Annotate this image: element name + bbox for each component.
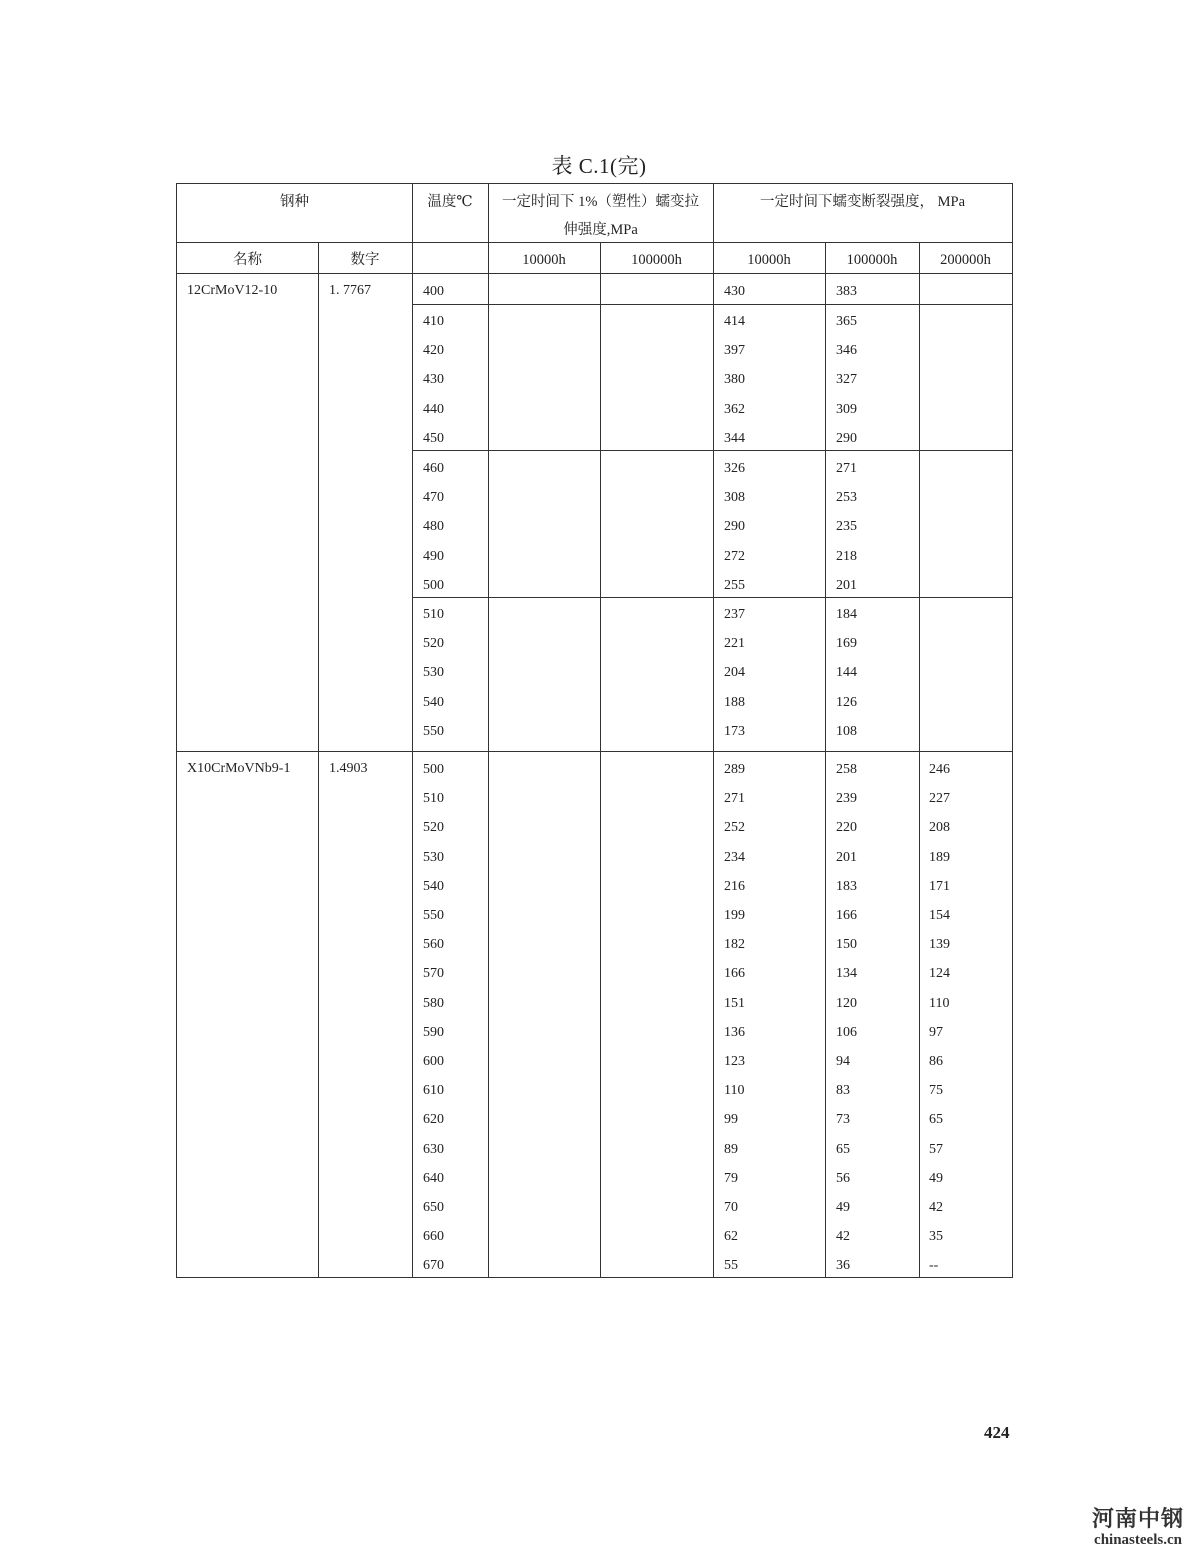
temperature-cell: 630 bbox=[423, 1142, 444, 1157]
rupture-100000h-cell: 150 bbox=[836, 937, 857, 952]
header-steel: 钢种 bbox=[280, 194, 309, 210]
rupture-10000h-cell: 182 bbox=[724, 937, 745, 952]
header-name: 名称 bbox=[233, 252, 262, 268]
rupture-100000h-cell: 290 bbox=[836, 431, 857, 446]
rupture-100000h-cell: 83 bbox=[836, 1083, 850, 1098]
rupture-200000h-cell: 97 bbox=[929, 1025, 943, 1040]
temperature-cell: 550 bbox=[423, 724, 444, 739]
rupture-100000h-cell: 309 bbox=[836, 402, 857, 417]
temperature-cell: 600 bbox=[423, 1054, 444, 1069]
rupture-100000h-cell: 383 bbox=[836, 284, 857, 299]
rupture-10000h-cell: 430 bbox=[724, 284, 745, 299]
temperature-cell: 420 bbox=[423, 343, 444, 358]
rupture-10000h-cell: 110 bbox=[724, 1083, 745, 1098]
header-rupture-10000h: 10000h bbox=[747, 252, 791, 268]
rupture-100000h-cell: 271 bbox=[836, 461, 857, 476]
temperature-cell: 400 bbox=[423, 284, 444, 299]
rupture-200000h-cell: 246 bbox=[929, 762, 950, 777]
rupture-100000h-cell: 201 bbox=[836, 578, 857, 593]
rupture-200000h-cell: 139 bbox=[929, 937, 950, 952]
temperature-cell: 540 bbox=[423, 695, 444, 710]
watermark-cn: 河南中钢 bbox=[1091, 1507, 1184, 1532]
rupture-100000h-cell: 126 bbox=[836, 695, 857, 710]
creep-strength-table bbox=[176, 183, 1013, 1278]
temperature-cell: 670 bbox=[423, 1258, 444, 1273]
temperature-cell: 550 bbox=[423, 908, 444, 923]
rupture-100000h-cell: 65 bbox=[836, 1142, 850, 1157]
rupture-100000h-cell: 253 bbox=[836, 490, 857, 505]
rupture-10000h-cell: 79 bbox=[724, 1171, 738, 1186]
temperature-cell: 490 bbox=[423, 549, 444, 564]
rupture-10000h-cell: 308 bbox=[724, 490, 745, 505]
rupture-100000h-cell: 218 bbox=[836, 549, 857, 564]
rupture-200000h-cell: 124 bbox=[929, 966, 950, 981]
rupture-100000h-cell: 184 bbox=[836, 607, 857, 622]
rupture-200000h-cell: 42 bbox=[929, 1200, 943, 1215]
rupture-100000h-cell: 73 bbox=[836, 1112, 850, 1127]
header-creep-strength-line2: 伸强度,MPa bbox=[563, 222, 638, 238]
rupture-100000h-cell: 144 bbox=[836, 665, 857, 680]
rupture-200000h-cell: 35 bbox=[929, 1229, 943, 1244]
rupture-10000h-cell: 271 bbox=[724, 791, 745, 806]
temperature-cell: 660 bbox=[423, 1229, 444, 1244]
rupture-200000h-cell: 57 bbox=[929, 1142, 943, 1157]
rupture-10000h-cell: 99 bbox=[724, 1112, 738, 1127]
page-number: 424 bbox=[984, 1423, 1010, 1442]
header-creep-10000h: 10000h bbox=[522, 252, 566, 268]
temperature-cell: 530 bbox=[423, 850, 444, 865]
temperature-cell: 480 bbox=[423, 519, 444, 534]
rupture-100000h-cell: 235 bbox=[836, 519, 857, 534]
rupture-10000h-cell: 326 bbox=[724, 461, 745, 476]
rupture-10000h-cell: 173 bbox=[724, 724, 745, 739]
header-creep-strength-line1: 一定时间下 1%（塑性）蠕变拉 bbox=[502, 194, 699, 210]
temperature-cell: 460 bbox=[423, 461, 444, 476]
rupture-100000h-cell: 365 bbox=[836, 314, 857, 329]
rupture-200000h-cell: 208 bbox=[929, 820, 950, 835]
header-rupture-200000h: 200000h bbox=[940, 252, 991, 268]
watermark-en: chinasteels.cn bbox=[1094, 1532, 1182, 1548]
rupture-100000h-cell: 220 bbox=[836, 820, 857, 835]
rupture-100000h-cell: 108 bbox=[836, 724, 857, 739]
rupture-100000h-cell: 201 bbox=[836, 850, 857, 865]
header-rupture-strength: 一定时间下蠕变断裂强度， MPa bbox=[759, 194, 966, 210]
rupture-100000h-cell: 42 bbox=[836, 1229, 850, 1244]
temperature-cell: 540 bbox=[423, 879, 444, 894]
header-number: 数字 bbox=[350, 252, 380, 268]
rupture-100000h-cell: 239 bbox=[836, 791, 857, 806]
rupture-10000h-cell: 216 bbox=[724, 879, 745, 894]
rupture-10000h-cell: 344 bbox=[724, 431, 745, 446]
temperature-cell: 520 bbox=[423, 820, 444, 835]
rupture-10000h-cell: 136 bbox=[724, 1025, 745, 1040]
rupture-10000h-cell: 255 bbox=[724, 578, 745, 593]
temperature-cell: 470 bbox=[423, 490, 444, 505]
rupture-10000h-cell: 123 bbox=[724, 1054, 745, 1069]
rupture-200000h-cell: 189 bbox=[929, 850, 950, 865]
rupture-10000h-cell: 380 bbox=[724, 372, 745, 387]
rupture-200000h-cell: 49 bbox=[929, 1171, 943, 1186]
header-creep-100000h: 100000h bbox=[631, 252, 682, 268]
temperature-cell: 520 bbox=[423, 636, 444, 651]
temperature-cell: 640 bbox=[423, 1171, 444, 1186]
rupture-10000h-cell: 166 bbox=[724, 966, 745, 981]
rupture-100000h-cell: 258 bbox=[836, 762, 857, 777]
rupture-10000h-cell: 237 bbox=[724, 607, 745, 622]
rupture-100000h-cell: 183 bbox=[836, 879, 857, 894]
rupture-10000h-cell: 204 bbox=[724, 665, 745, 680]
rupture-10000h-cell: 151 bbox=[724, 996, 745, 1011]
temperature-cell: 620 bbox=[423, 1112, 444, 1127]
temperature-cell: 610 bbox=[423, 1083, 444, 1098]
rupture-10000h-cell: 272 bbox=[724, 549, 745, 564]
rupture-10000h-cell: 252 bbox=[724, 820, 745, 835]
rupture-100000h-cell: 134 bbox=[836, 966, 857, 981]
header-rupture-100000h: 100000h bbox=[846, 252, 898, 268]
rupture-10000h-cell: 289 bbox=[724, 762, 745, 777]
temperature-cell: 430 bbox=[423, 372, 444, 387]
temperature-cell: 530 bbox=[423, 665, 444, 680]
rupture-10000h-cell: 234 bbox=[724, 850, 745, 865]
rupture-100000h-cell: 56 bbox=[836, 1171, 850, 1186]
rupture-200000h-cell: 227 bbox=[929, 791, 950, 806]
rupture-200000h-cell: -- bbox=[929, 1258, 939, 1273]
rupture-10000h-cell: 362 bbox=[724, 402, 745, 417]
rupture-10000h-cell: 397 bbox=[724, 343, 745, 358]
rupture-10000h-cell: 221 bbox=[724, 636, 745, 651]
temperature-cell: 580 bbox=[423, 996, 444, 1011]
temperature-cell: 440 bbox=[423, 402, 444, 417]
rupture-100000h-cell: 36 bbox=[836, 1258, 850, 1273]
steel-number: 1.4903 bbox=[329, 761, 368, 776]
rupture-100000h-cell: 120 bbox=[836, 996, 857, 1011]
temperature-cell: 500 bbox=[423, 578, 444, 593]
temperature-cell: 450 bbox=[423, 431, 444, 446]
rupture-10000h-cell: 62 bbox=[724, 1229, 738, 1244]
rupture-200000h-cell: 75 bbox=[929, 1083, 943, 1098]
header-temperature: 温度℃ bbox=[427, 194, 473, 210]
rupture-100000h-cell: 106 bbox=[836, 1025, 857, 1040]
steel-name: 12CrMoV12-10 bbox=[187, 283, 278, 298]
temperature-cell: 650 bbox=[423, 1200, 444, 1215]
temperature-cell: 560 bbox=[423, 937, 444, 952]
rupture-200000h-cell: 65 bbox=[929, 1112, 943, 1127]
temperature-cell: 410 bbox=[423, 314, 444, 329]
steel-number: 1. 7767 bbox=[329, 283, 371, 298]
rupture-200000h-cell: 110 bbox=[929, 996, 950, 1011]
rupture-10000h-cell: 414 bbox=[724, 314, 745, 329]
rupture-200000h-cell: 154 bbox=[929, 908, 950, 923]
watermark-logo bbox=[1082, 1508, 1194, 1548]
temperature-cell: 510 bbox=[423, 607, 444, 622]
rupture-100000h-cell: 49 bbox=[836, 1200, 850, 1215]
rupture-200000h-cell: 171 bbox=[929, 879, 950, 894]
rupture-100000h-cell: 327 bbox=[836, 372, 857, 387]
temperature-cell: 510 bbox=[423, 791, 444, 806]
rupture-200000h-cell: 86 bbox=[929, 1054, 943, 1069]
rupture-10000h-cell: 70 bbox=[724, 1200, 738, 1215]
rupture-10000h-cell: 290 bbox=[724, 519, 745, 534]
table-title: 表 C.1(完) bbox=[551, 154, 647, 178]
temperature-cell: 590 bbox=[423, 1025, 444, 1040]
rupture-10000h-cell: 55 bbox=[724, 1258, 738, 1273]
steel-name: X10CrMoVNb9-1 bbox=[187, 761, 291, 776]
rupture-10000h-cell: 199 bbox=[724, 908, 745, 923]
rupture-100000h-cell: 169 bbox=[836, 636, 857, 651]
rupture-100000h-cell: 94 bbox=[836, 1054, 850, 1069]
rupture-100000h-cell: 346 bbox=[836, 343, 857, 358]
rupture-10000h-cell: 89 bbox=[724, 1142, 738, 1157]
rupture-10000h-cell: 188 bbox=[724, 695, 745, 710]
temperature-cell: 500 bbox=[423, 762, 444, 777]
temperature-cell: 570 bbox=[423, 966, 444, 981]
rupture-100000h-cell: 166 bbox=[836, 908, 857, 923]
